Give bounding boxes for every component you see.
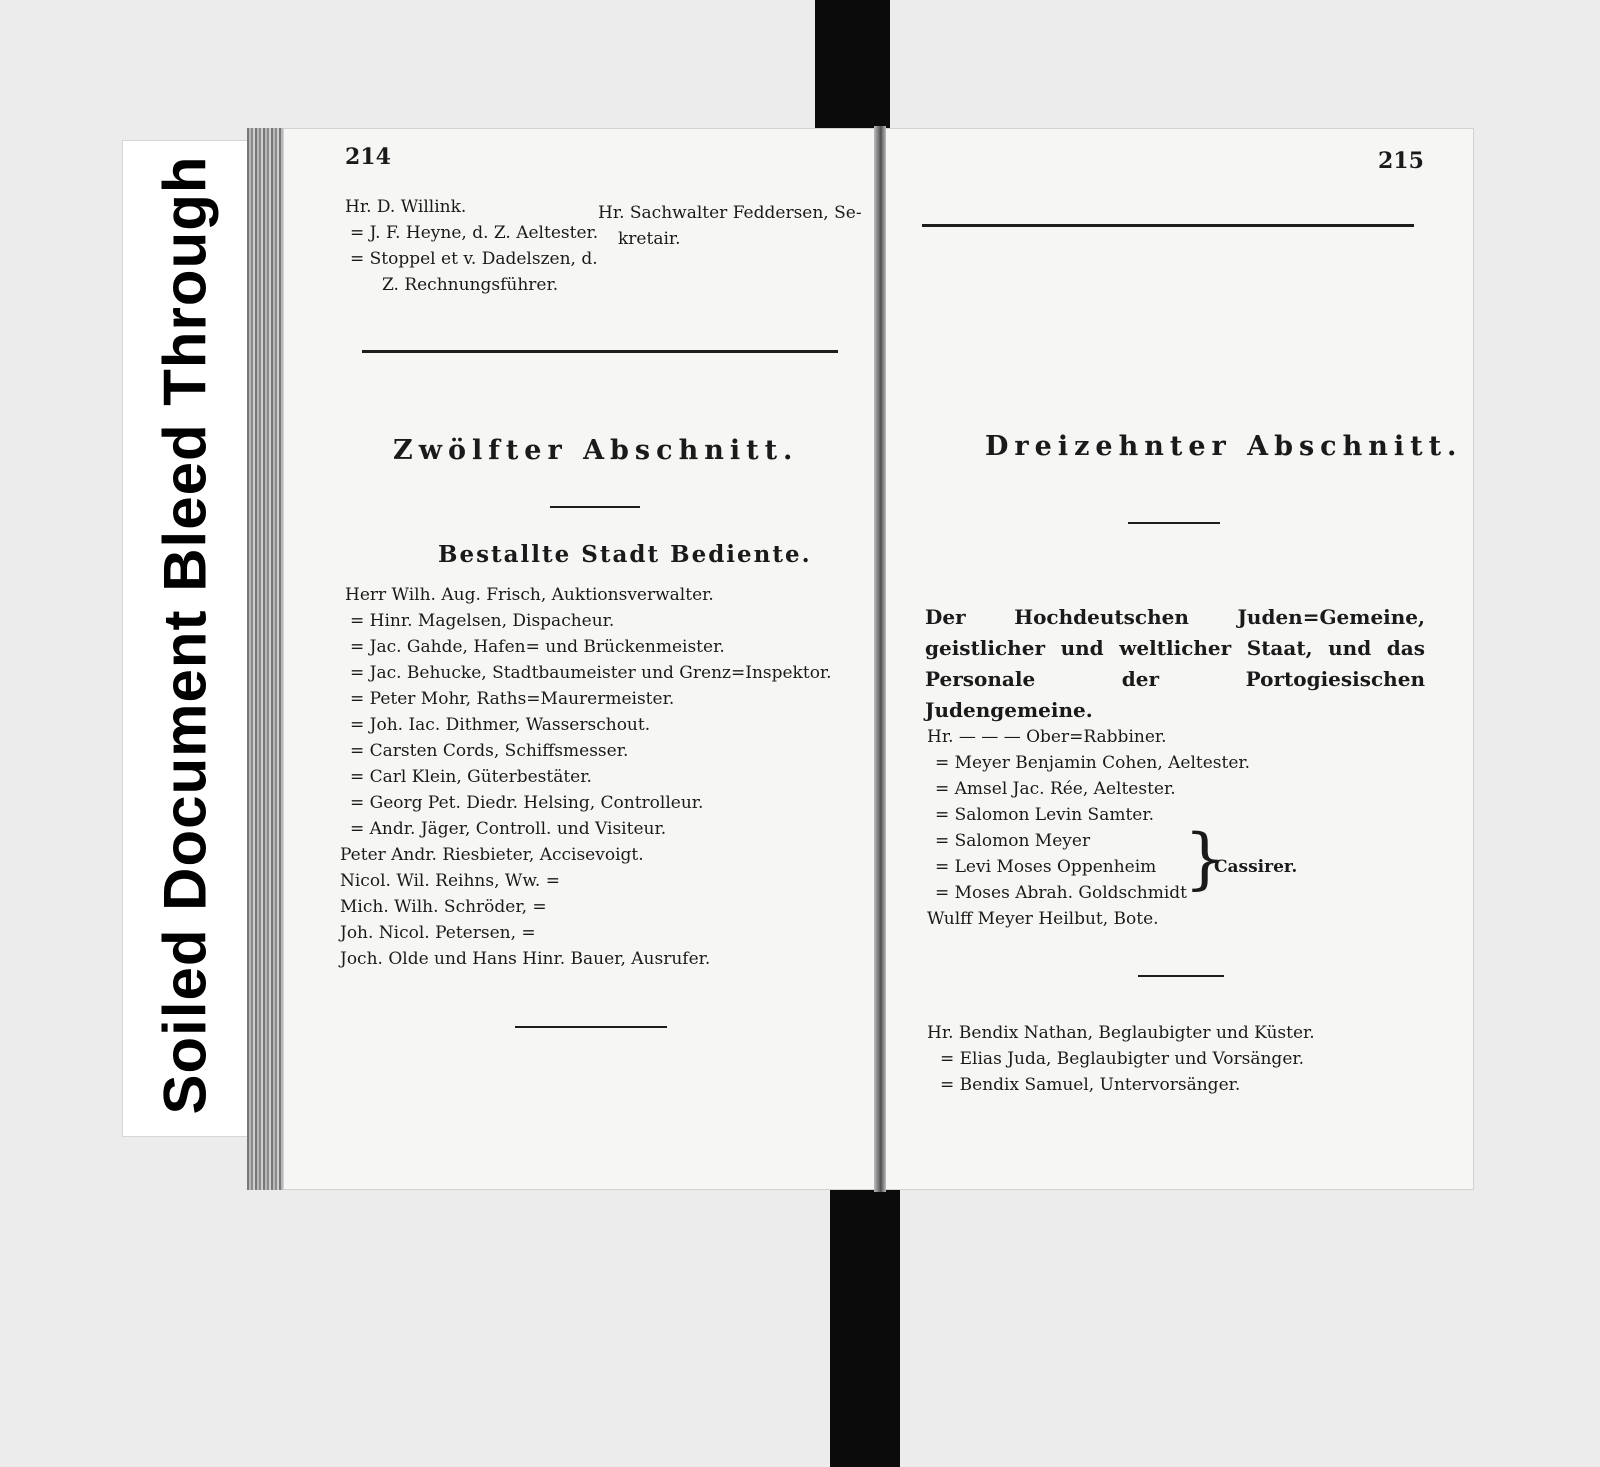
list-item: = Joh. Iac. Dithmer, Wasserschout. xyxy=(350,715,651,735)
list-item: = Hinr. Magelsen, Dispacheur. xyxy=(350,611,615,631)
binding-strap-top xyxy=(815,0,890,130)
list-item: Peter Andr. Riesbieter, Accisevoigt. xyxy=(340,845,644,865)
list-item: Wulff Meyer Heilbut, Bote. xyxy=(927,909,1159,929)
list-item: = Salomon Meyer xyxy=(935,831,1091,851)
list-item: = Jac. Behucke, Stadtbaumeister und Grenz=Inspektor. xyxy=(350,663,832,683)
list-item: = Jac. Gahde, Hafen= und Brückenmeister. xyxy=(350,637,725,657)
list-item: = Amsel Jac. Rée, Aeltester. xyxy=(935,779,1176,799)
book-gutter xyxy=(874,126,886,1192)
list-item: = Georg Pet. Diedr. Helsing, Controlleur. xyxy=(350,793,704,813)
brace-glyph: } xyxy=(1184,820,1226,897)
list-item: Mich. Wilh. Schröder, = xyxy=(340,897,547,917)
section-title-left: Zwölfter Abschnitt. xyxy=(393,435,799,466)
top-entry: Z. Rechnungsführer. xyxy=(382,275,559,295)
page-number-left: 214 xyxy=(345,144,391,170)
section-title-right: Dreizehnter Abschnitt. xyxy=(985,431,1463,462)
list-item: Hr. — — — Ober=Rabbiner. xyxy=(927,727,1167,747)
top-right-entry: Hr. Sachwalter Feddersen, Se- xyxy=(598,203,862,223)
divider xyxy=(362,350,838,353)
subtitle: Bestallte Stadt Bediente. xyxy=(438,541,812,568)
top-entry: = J. F. Heyne, d. Z. Aeltester. xyxy=(350,223,599,243)
list-item: = Carsten Cords, Schiffsmesser. xyxy=(350,741,629,761)
list-item: Herr Wilh. Aug. Frisch, Auktionsverwalter. xyxy=(345,585,714,605)
list-item: Nicol. Wil. Reihns, Ww. = xyxy=(340,871,560,891)
top-entry: Hr. D. Willink. xyxy=(345,197,467,217)
top-entry: = Stoppel et v. Dadelszen, d. xyxy=(350,249,598,269)
list-item: = Elias Juda, Beglaubigter und Vorsänger. xyxy=(940,1049,1305,1069)
page-number-right: 215 xyxy=(1378,148,1424,174)
list-item: = Carl Klein, Güterbestäter. xyxy=(350,767,592,787)
list-item: Joch. Olde und Hans Hinr. Bauer, Ausrufer. xyxy=(340,949,711,969)
left-page xyxy=(283,128,883,1190)
soiled-label: Soiled Document Bleed Through xyxy=(151,155,219,1115)
list-item: = Salomon Levin Samter. xyxy=(935,805,1155,825)
divider-short xyxy=(1128,522,1220,524)
page-edge xyxy=(247,128,285,1190)
divider-short xyxy=(515,1026,667,1028)
list-item: Hr. Bendix Nathan, Beglaubigter und Küster. xyxy=(927,1023,1315,1043)
divider-short xyxy=(1138,975,1224,977)
list-item: = Peter Mohr, Raths=Maurermeister. xyxy=(350,689,675,709)
list-item: = Moses Abrah. Goldschmidt xyxy=(935,883,1187,903)
list-item: = Meyer Benjamin Cohen, Aeltester. xyxy=(935,753,1251,773)
top-right-entry: kretair. xyxy=(618,229,681,249)
divider xyxy=(922,224,1414,227)
list-item: = Levi Moses Oppenheim xyxy=(935,857,1157,877)
list-item: = Bendix Samuel, Untervorsänger. xyxy=(940,1075,1241,1095)
section-heading: Der Hochdeutschen Juden=Gemeine, geistlicher und weltlicher Staat, und das Personale der Portogiesischen Judengemeine. xyxy=(925,605,1425,722)
list-item: = Andr. Jäger, Controll. und Visiteur. xyxy=(350,819,667,839)
brace-label: Cassirer. xyxy=(1214,857,1298,877)
binding-strap-bottom xyxy=(830,1190,900,1467)
list-item: Joh. Nicol. Petersen, = xyxy=(340,923,536,943)
divider-short xyxy=(550,506,640,508)
